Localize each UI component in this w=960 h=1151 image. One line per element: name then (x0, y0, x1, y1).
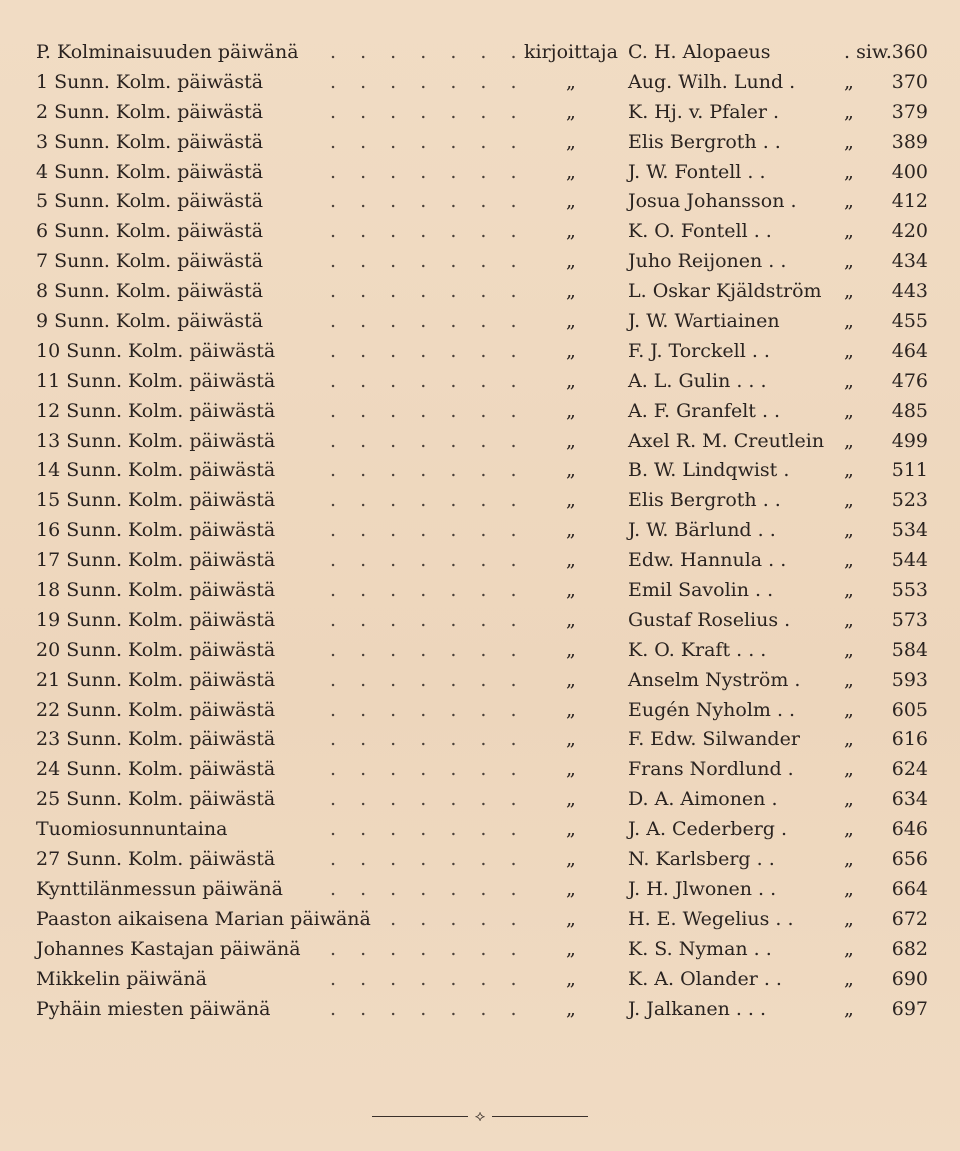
dot-leader: . . . . . . . (330, 399, 526, 422)
ditto-mark: „ (566, 638, 576, 661)
entry-title: 5 Sunn. Kolm. päiwästä (36, 190, 264, 213)
author-name: A. F. Granfelt . . (628, 399, 781, 422)
dot-leader: . . . . . . . (330, 549, 526, 572)
author-name: Emil Savolin . . (628, 579, 774, 602)
page-number: 379 (891, 100, 928, 123)
ornament-rule-right (492, 1116, 588, 1117)
page-abbreviation: „ (844, 937, 854, 960)
dot-leader: . . . . . . . (330, 220, 526, 243)
author-name: K. O. Fontell . . (628, 220, 772, 243)
author-name: F. J. Torckell . . (628, 339, 770, 362)
dot-leader: . . . . . . . (330, 339, 526, 362)
dot-leader: . . . . . . . (330, 489, 526, 512)
entry-title: 11 Sunn. Kolm. päiwästä (36, 369, 276, 392)
ditto-mark: „ (566, 399, 576, 422)
dot-leader: . . . . . . . (330, 728, 526, 751)
page-abbreviation: . siw. (844, 41, 892, 63)
page-number: 682 (891, 937, 928, 960)
page-abbreviation: „ (844, 250, 854, 273)
author-name: Eugén Nyholm . . (628, 698, 796, 721)
page-number: 464 (891, 339, 928, 362)
entry-title: 4 Sunn. Kolm. päiwästä (36, 160, 264, 183)
entry-title: 22 Sunn. Kolm. päiwästä (36, 698, 276, 721)
page-abbreviation: „ (844, 429, 854, 452)
author-name: N. Karlsberg . . (628, 848, 775, 871)
toc-row (0, 456, 960, 486)
toc-row (0, 725, 960, 755)
ditto-mark: „ (566, 997, 576, 1020)
dot-leader: . . . . . . . (330, 668, 526, 691)
entry-title: Mikkelin päiwänä (36, 967, 207, 990)
ditto-mark: „ (566, 907, 576, 930)
ditto-mark: „ (566, 429, 576, 452)
page-abbreviation: „ (844, 339, 854, 362)
entry-title: Paaston aikaisena Marian päiwänä (36, 907, 371, 930)
dot-leader: . . . . . . . (330, 519, 526, 542)
page-number: 511 (891, 459, 928, 482)
entry-title: P. Kolminaisuuden päiwänä (36, 41, 299, 63)
author-name: A. L. Gulin . . . (628, 369, 767, 392)
page-abbreviation: „ (844, 877, 854, 900)
dot-leader: . . . . . . . (330, 160, 526, 183)
entry-title: 15 Sunn. Kolm. päiwästä (36, 489, 276, 512)
toc-row (0, 486, 960, 516)
page-number: 370 (891, 70, 928, 93)
ditto-mark: „ (566, 937, 576, 960)
page-number: 664 (891, 877, 928, 900)
toc-row (0, 397, 960, 427)
toc-row (0, 576, 960, 606)
ditto-mark: „ (566, 758, 576, 781)
author-name: F. Edw. Silwander (628, 728, 800, 751)
page-number: 389 (891, 130, 928, 153)
page-number: 400 (891, 160, 928, 183)
author-name: J. A. Cederberg . (628, 818, 788, 841)
page-abbreviation: „ (844, 788, 854, 811)
dot-leader: . . . . . . . (330, 280, 526, 303)
ornament-knot: ⟡ (474, 1106, 486, 1125)
ditto-mark: „ (566, 70, 576, 93)
entry-title: Pyhäin miesten päiwänä (36, 997, 271, 1020)
author-name: J. W. Fontell . . (628, 160, 766, 183)
page-abbreviation: „ (844, 848, 854, 871)
author-name: L. Oskar Kjäldström (628, 280, 822, 303)
entry-title: 1 Sunn. Kolm. päiwästä (36, 70, 264, 93)
toc-row (0, 785, 960, 815)
page-abbreviation: „ (844, 549, 854, 572)
entry-title: 21 Sunn. Kolm. päiwästä (36, 668, 276, 691)
author-name: Elis Bergroth . . (628, 489, 781, 512)
dot-leader: . . . . . . . (330, 100, 526, 123)
dot-leader: . . . . . . . (330, 130, 526, 153)
page-abbreviation: „ (844, 608, 854, 631)
page-number: 443 (891, 280, 928, 303)
toc-row (0, 158, 960, 188)
page-number: 690 (891, 967, 928, 990)
ditto-mark: „ (566, 489, 576, 512)
entry-title: 9 Sunn. Kolm. päiwästä (36, 310, 264, 333)
toc-row (0, 666, 960, 696)
entry-title: 23 Sunn. Kolm. päiwästä (36, 728, 276, 751)
page-abbreviation: „ (844, 579, 854, 602)
dot-leader: . . . . . . . (330, 907, 526, 930)
toc-row (0, 905, 960, 935)
ditto-mark: „ (566, 519, 576, 542)
dot-leader: . . . . . . . (330, 190, 526, 213)
page-abbreviation: „ (844, 967, 854, 990)
page-abbreviation: „ (844, 310, 854, 333)
page-number: 624 (891, 758, 928, 781)
page-number: 697 (891, 997, 928, 1020)
author-name: K. Hj. v. Pfaler . (628, 100, 779, 123)
dot-leader: . . . . . . . (330, 429, 526, 452)
ditto-mark: „ (566, 160, 576, 183)
author-name: H. E. Wegelius . . (628, 907, 794, 930)
entry-title: 13 Sunn. Kolm. päiwästä (36, 429, 276, 452)
toc-row (0, 755, 960, 785)
dot-leader: . . . . . . . (330, 818, 526, 841)
author-name: Frans Nordlund . (628, 758, 794, 781)
dot-leader: . . . . . . . (330, 758, 526, 781)
dot-leader: . . . . . . . (330, 459, 526, 482)
ditto-mark: „ (566, 728, 576, 751)
ditto-mark: „ (566, 369, 576, 392)
ditto-mark: „ (566, 459, 576, 482)
page-abbreviation: „ (844, 728, 854, 751)
author-name: B. W. Lindqwist . (628, 459, 790, 482)
dot-leader: . . . . . . . (330, 967, 526, 990)
page-abbreviation: „ (844, 698, 854, 721)
toc-row (0, 128, 960, 158)
page-number: 455 (891, 310, 928, 333)
author-name: Aug. Wilh. Lund . (628, 70, 796, 93)
author-name: Axel R. M. Creutlein (628, 429, 825, 452)
toc-row (0, 875, 960, 905)
entry-title: Kynttilänmessun päiwänä (36, 877, 283, 900)
page-abbreviation: „ (844, 369, 854, 392)
page-abbreviation: „ (844, 190, 854, 213)
dot-leader: . . . . . . . (330, 70, 526, 93)
entry-title: 19 Sunn. Kolm. päiwästä (36, 608, 276, 631)
dot-leader: . . . . . . . (330, 937, 526, 960)
dot-leader: . . . . . . . (330, 788, 526, 811)
page-number: 476 (891, 369, 928, 392)
author-name: K. O. Kraft . . . (628, 638, 767, 661)
page-number: 523 (891, 489, 928, 512)
author-name: J. W. Bärlund . . (628, 519, 776, 542)
ditto-mark: „ (566, 310, 576, 333)
page-abbreviation: „ (844, 668, 854, 691)
entry-title: 25 Sunn. Kolm. päiwästä (36, 788, 276, 811)
entry-title: Tuomiosunnuntaina (36, 818, 228, 841)
dot-leader: . . . . . . . (330, 848, 526, 871)
entry-title: 24 Sunn. Kolm. päiwästä (36, 758, 276, 781)
dot-leader: . . . . . . . (330, 310, 526, 333)
page-number: 605 (891, 698, 928, 721)
ditto-mark: „ (566, 190, 576, 213)
toc-row (0, 367, 960, 397)
author-name: Juho Reijonen . . (628, 250, 787, 273)
page-abbreviation: „ (844, 758, 854, 781)
toc-row (0, 337, 960, 367)
ditto-mark: „ (566, 130, 576, 153)
page-number: 584 (891, 638, 928, 661)
ditto-mark: „ (566, 698, 576, 721)
toc-row (0, 516, 960, 546)
page-number: 544 (891, 549, 928, 572)
dot-leader: . . . . . . . (330, 41, 526, 63)
page-number: 534 (891, 519, 928, 542)
dot-leader: . . . . . . . (330, 877, 526, 900)
toc-row (0, 307, 960, 337)
entry-title: 12 Sunn. Kolm. päiwästä (36, 399, 276, 422)
ditto-mark: „ (566, 549, 576, 572)
page-number: 553 (891, 579, 928, 602)
entry-title: 8 Sunn. Kolm. päiwästä (36, 280, 264, 303)
author-name: K. A. Olander . . (628, 967, 782, 990)
toc-row (0, 965, 960, 995)
table-of-contents (0, 38, 960, 1024)
page-number: 646 (891, 818, 928, 841)
page-abbreviation: „ (844, 130, 854, 153)
ditto-mark: „ (566, 668, 576, 691)
page-abbreviation: „ (844, 638, 854, 661)
ditto-mark: „ (566, 250, 576, 273)
toc-row (0, 636, 960, 666)
dot-leader: . . . . . . . (330, 579, 526, 602)
ditto-mark: „ (566, 788, 576, 811)
page-abbreviation: „ (844, 70, 854, 93)
entry-title: 3 Sunn. Kolm. päiwästä (36, 130, 264, 153)
toc-row (0, 546, 960, 576)
toc-row (0, 217, 960, 247)
page-number: 485 (891, 399, 928, 422)
toc-row (0, 815, 960, 845)
toc-row (0, 995, 960, 1025)
toc-row (0, 38, 960, 68)
author-name: K. S. Nyman . . (628, 937, 772, 960)
page-number: 499 (891, 429, 928, 452)
page-abbreviation: „ (844, 100, 854, 123)
page-number: 573 (891, 608, 928, 631)
page-abbreviation: „ (844, 459, 854, 482)
author-name: J. Jalkanen . . . (628, 997, 767, 1020)
author-name: Anselm Nyström . (628, 668, 801, 691)
page-abbreviation: „ (844, 818, 854, 841)
dot-leader: . . . . . . . (330, 250, 526, 273)
entry-title: 27 Sunn. Kolm. päiwästä (36, 848, 276, 871)
page-number: 634 (891, 788, 928, 811)
page-abbreviation: „ (844, 220, 854, 243)
ornament-rule-left (372, 1116, 468, 1117)
toc-row (0, 696, 960, 726)
page-abbreviation: „ (844, 489, 854, 512)
entry-title: 7 Sunn. Kolm. päiwästä (36, 250, 264, 273)
ditto-mark: „ (566, 280, 576, 303)
entry-title: 18 Sunn. Kolm. päiwästä (36, 579, 276, 602)
entry-title: Johannes Kastajan päiwänä (36, 937, 301, 960)
toc-row (0, 845, 960, 875)
dot-leader: . . . . . . . (330, 638, 526, 661)
ditto-mark: „ (566, 877, 576, 900)
toc-row (0, 247, 960, 277)
ditto-mark: „ (566, 818, 576, 841)
author-label: kirjoittaja (524, 41, 618, 63)
page-number: 656 (891, 848, 928, 871)
page-number: 593 (891, 668, 928, 691)
ditto-mark: „ (566, 848, 576, 871)
entry-title: 14 Sunn. Kolm. päiwästä (36, 459, 276, 482)
entry-title: 17 Sunn. Kolm. päiwästä (36, 549, 276, 572)
page-abbreviation: „ (844, 519, 854, 542)
dot-leader: . . . . . . . (330, 608, 526, 631)
toc-row (0, 277, 960, 307)
entry-title: 20 Sunn. Kolm. päiwästä (36, 638, 276, 661)
page-abbreviation: „ (844, 907, 854, 930)
entry-title: 6 Sunn. Kolm. päiwästä (36, 220, 264, 243)
ditto-mark: „ (566, 220, 576, 243)
author-name: Gustaf Roselius . (628, 608, 791, 631)
dot-leader: . . . . . . . (330, 369, 526, 392)
ditto-mark: „ (566, 339, 576, 362)
dot-leader: . . . . . . . (330, 698, 526, 721)
page-number: 434 (891, 250, 928, 273)
author-name: D. A. Aimonen . (628, 788, 778, 811)
toc-row (0, 98, 960, 128)
page-abbreviation: „ (844, 399, 854, 422)
author-name: J. W. Wartiainen (628, 310, 780, 333)
end-ornament (372, 1104, 588, 1130)
entry-title: 16 Sunn. Kolm. päiwästä (36, 519, 276, 542)
ditto-mark: „ (566, 967, 576, 990)
author-name: Elis Bergroth . . (628, 130, 781, 153)
page-abbreviation: „ (844, 160, 854, 183)
author-name: J. H. Jlwonen . . (628, 877, 777, 900)
author-name: Edw. Hannula . . (628, 549, 787, 572)
page-number: 360 (891, 41, 928, 63)
dot-leader: . . . . . . . (330, 997, 526, 1020)
page-abbreviation: „ (844, 280, 854, 303)
ditto-mark: „ (566, 579, 576, 602)
ditto-mark: „ (566, 608, 576, 631)
author-name: C. H. Alopaeus (628, 41, 771, 63)
page-number: 412 (891, 190, 928, 213)
entry-title: 10 Sunn. Kolm. päiwästä (36, 339, 276, 362)
toc-row (0, 427, 960, 457)
entry-title: 2 Sunn. Kolm. päiwästä (36, 100, 264, 123)
page-abbreviation: „ (844, 997, 854, 1020)
toc-row (0, 935, 960, 965)
toc-row (0, 187, 960, 217)
page-number: 616 (891, 728, 928, 751)
toc-row (0, 606, 960, 636)
ditto-mark: „ (566, 100, 576, 123)
toc-row (0, 68, 960, 98)
page-number: 420 (891, 220, 928, 243)
page-number: 672 (891, 907, 928, 930)
author-name: Josua Johansson . (628, 190, 797, 213)
